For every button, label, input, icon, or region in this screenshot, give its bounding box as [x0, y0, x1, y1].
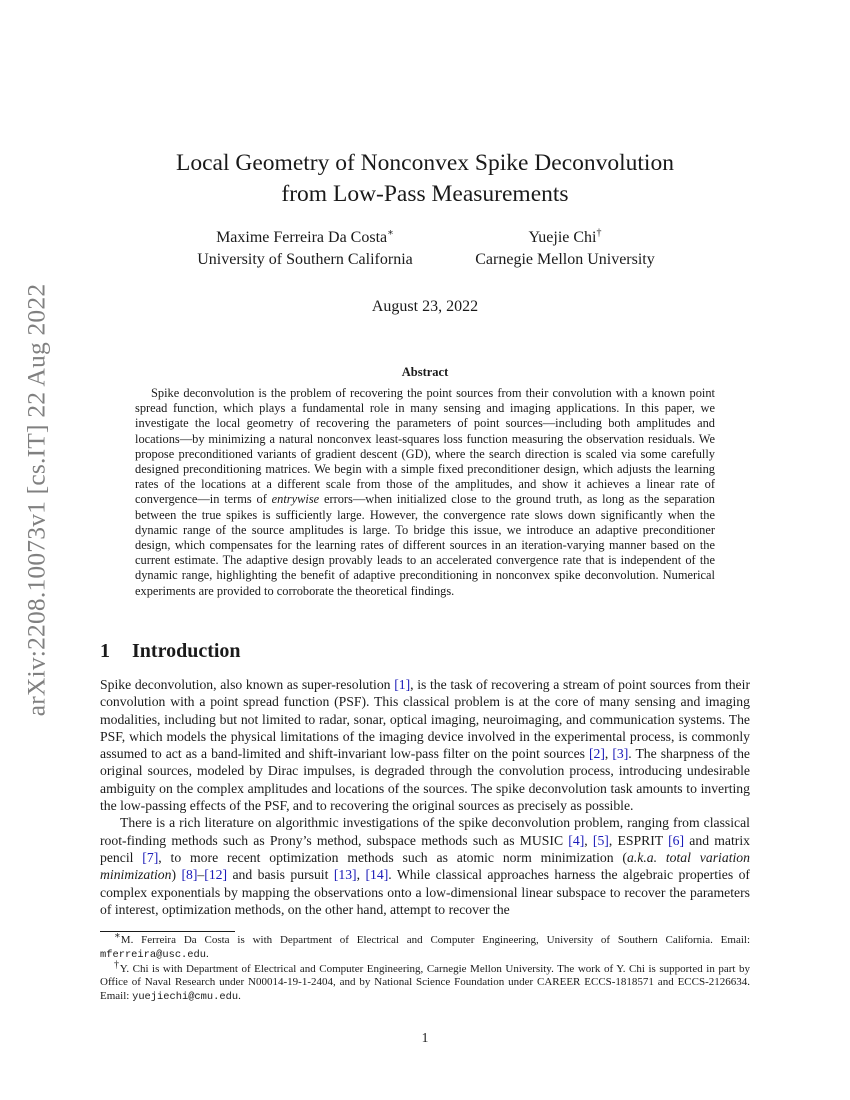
intro-paragraph-1 [100, 676, 750, 814]
abstract-emphasis: entrywise [271, 492, 320, 507]
citation-link[interactable]: [13] [333, 867, 357, 883]
intro-text: and matrix pencil [100, 832, 750, 865]
citation-link[interactable]: [1] [394, 677, 411, 692]
citation-link[interactable]: [3] [612, 746, 629, 762]
footnote-tail-2: . [238, 990, 241, 1003]
author-name-1: Maxime Ferreira Da Costa [216, 229, 388, 246]
intro-text: – [197, 867, 205, 883]
citation-link[interactable]: [7] [142, 849, 159, 865]
citation-link[interactable]: [12] [204, 867, 228, 883]
intro-paragraph-2 [100, 814, 750, 918]
intro-text: . The sharpness of the original sources, modeled by Dirac impulses, is degraded through the convolution process, introducing undesirable ambiguity on the complex amplitudes and locations of the sources. The spike deconvolution task amounts to inverting the low-passing effects of the PSF, and to recovering the original sources as precisely as possible. [100, 746, 750, 814]
citation-link[interactable]: [4] [568, 832, 585, 848]
citation-link[interactable]: [2] [588, 746, 605, 762]
footnote-email-2[interactable]: yuejiechi@cmu.edu [132, 991, 239, 1004]
footnote-text-2: Y. Chi is with Department of Electrical and Computer Engineering, Carnegie Mellon University. The work of Y. Chi is supported in part by Office of Naval Research under N00014-19-1-2404, and by National Science Foundation under CAREER ECCS-1818571 and ECCS-2126634. Email: [100, 962, 751, 1003]
abstract-text-2: errors—when initialized close to the ground truth, as long as the separation between the true spikes is sufficiently large. However, the convergence rate slows down significantly when the dynamic range of the source amplitudes is large. To bridge this issue, we introduce an adaptive preconditioner design, which compensates for the learning rates of different sources in an iteration-varying manner based on the current estimate. The adaptive design provably leads to an accelerated convergence rate that is independent of the dynamic range, highlighting the benefit of adaptive preconditioning in nonconvex spike deconvolution. Numerical experiments are provided to corroborate the theoretical findings. [135, 492, 715, 598]
intro-text: , is the task of recovering a stream of point sources from their convolution with a point spread function (PSF). This classical problem is at the core of many sensing and imaging modalities, including but not limited to radar, sonar, optical imaging, neuroimaging, and communication systems. The PSF, which models the physical limitations of the imaging device involved in the experimental process, is commonly assumed to act as a band-limited and shift-invariant low-pass filter on the point sources [100, 677, 750, 762]
author-name-2: Yuejie Chi [528, 229, 597, 246]
author-block-2 [460, 227, 670, 271]
abstract-text-1: Spike deconvolution is the problem of recovering the point sources from their convolution with a known point spread function, which plays a fundamental role in many sensing and imaging applications. In this paper, we investigate the local geometry of recovering the parameters of point sources—including both amplitudes and locations—by minimizing a natural nonconvex least-squares loss function measuring the observation residuals. We propose preconditioned variants of gradient descent (GD), where the search direction is scaled via some carefully designed preconditioning matrices. We begin with a simple fixed preconditioner design, which adjusts the learning rates of the locations at a different scale from those of the amplitudes, and show it achieves a linear rate of convergence—in terms of [135, 386, 715, 507]
intro-text: , ESPRIT [608, 832, 669, 848]
title-line-2: from Low-Pass Measurements [281, 181, 569, 207]
footnote-2 [100, 958, 751, 1005]
footnote-text-1: M. Ferreira Da Costa is with Department of Electrical and Computer Engineering, University of Southern California. Email: [120, 934, 750, 946]
page-number: 1 [421, 1030, 429, 1045]
intro-text: , [604, 746, 613, 762]
author-mark-1: ∗ [387, 227, 394, 239]
footnotes [100, 930, 751, 1005]
introduction-body [100, 676, 750, 918]
intro-text: There is a rich literature on algorithmic investigations of the spike deconvolution problem, ranging from classical root-finding methods such as Prony’s method, subspace methods such as MUSIC [100, 815, 750, 848]
arxiv-id-text: arXiv:2208.10073v1 [cs.IT] 22 Aug 2022 [21, 283, 51, 717]
section-title: Introduction [132, 640, 241, 662]
citation-link[interactable]: [8] [181, 867, 198, 883]
section-heading-introduction [100, 640, 241, 663]
intro-text: ) [171, 867, 182, 883]
title-line-1: Local Geometry of Nonconvex Spike Deconvolution [176, 150, 674, 176]
abstract-heading: Abstract [401, 365, 449, 379]
author-block-1 [180, 227, 430, 271]
intro-emphasis: a.k.a. total variation minimization [100, 849, 750, 883]
author-affiliation-1: University of Southern California [197, 251, 413, 268]
intro-text: Spike deconvolution, also known as super-resolution [100, 677, 395, 692]
footnote-tail-1: . [206, 947, 209, 960]
abstract-body [135, 386, 715, 599]
footnote-mark-1: ∗ [114, 930, 121, 942]
citation-link[interactable]: [14] [365, 867, 389, 883]
arxiv-identifier-stamp [8, 283, 64, 717]
intro-text: , [356, 867, 366, 883]
footnote-1 [100, 930, 750, 963]
publication-date: August 23, 2022 [371, 298, 479, 315]
footnote-email-1[interactable]: mferreira@usc.edu [100, 948, 207, 961]
footnote-mark-2: † [114, 958, 120, 970]
intro-text: and basis pursuit [227, 867, 334, 883]
intro-text: , [584, 832, 593, 848]
paper-title [100, 148, 750, 210]
author-affiliation-2: Carnegie Mellon University [475, 251, 655, 268]
section-number: 1 [100, 640, 110, 662]
citation-link[interactable]: [5] [592, 832, 609, 848]
intro-text: , to more recent optimization methods such as atomic norm minimization ( [158, 849, 627, 865]
citation-link[interactable]: [6] [668, 832, 685, 848]
intro-text: . While classical approaches harness the algebraic properties of complex exponentials by mapping the observations onto a low-dimensional linear subspace to recover the parameters of interest, optimization methods, on the other hand, attempt to recover the [100, 867, 750, 917]
author-mark-2: † [596, 227, 602, 239]
